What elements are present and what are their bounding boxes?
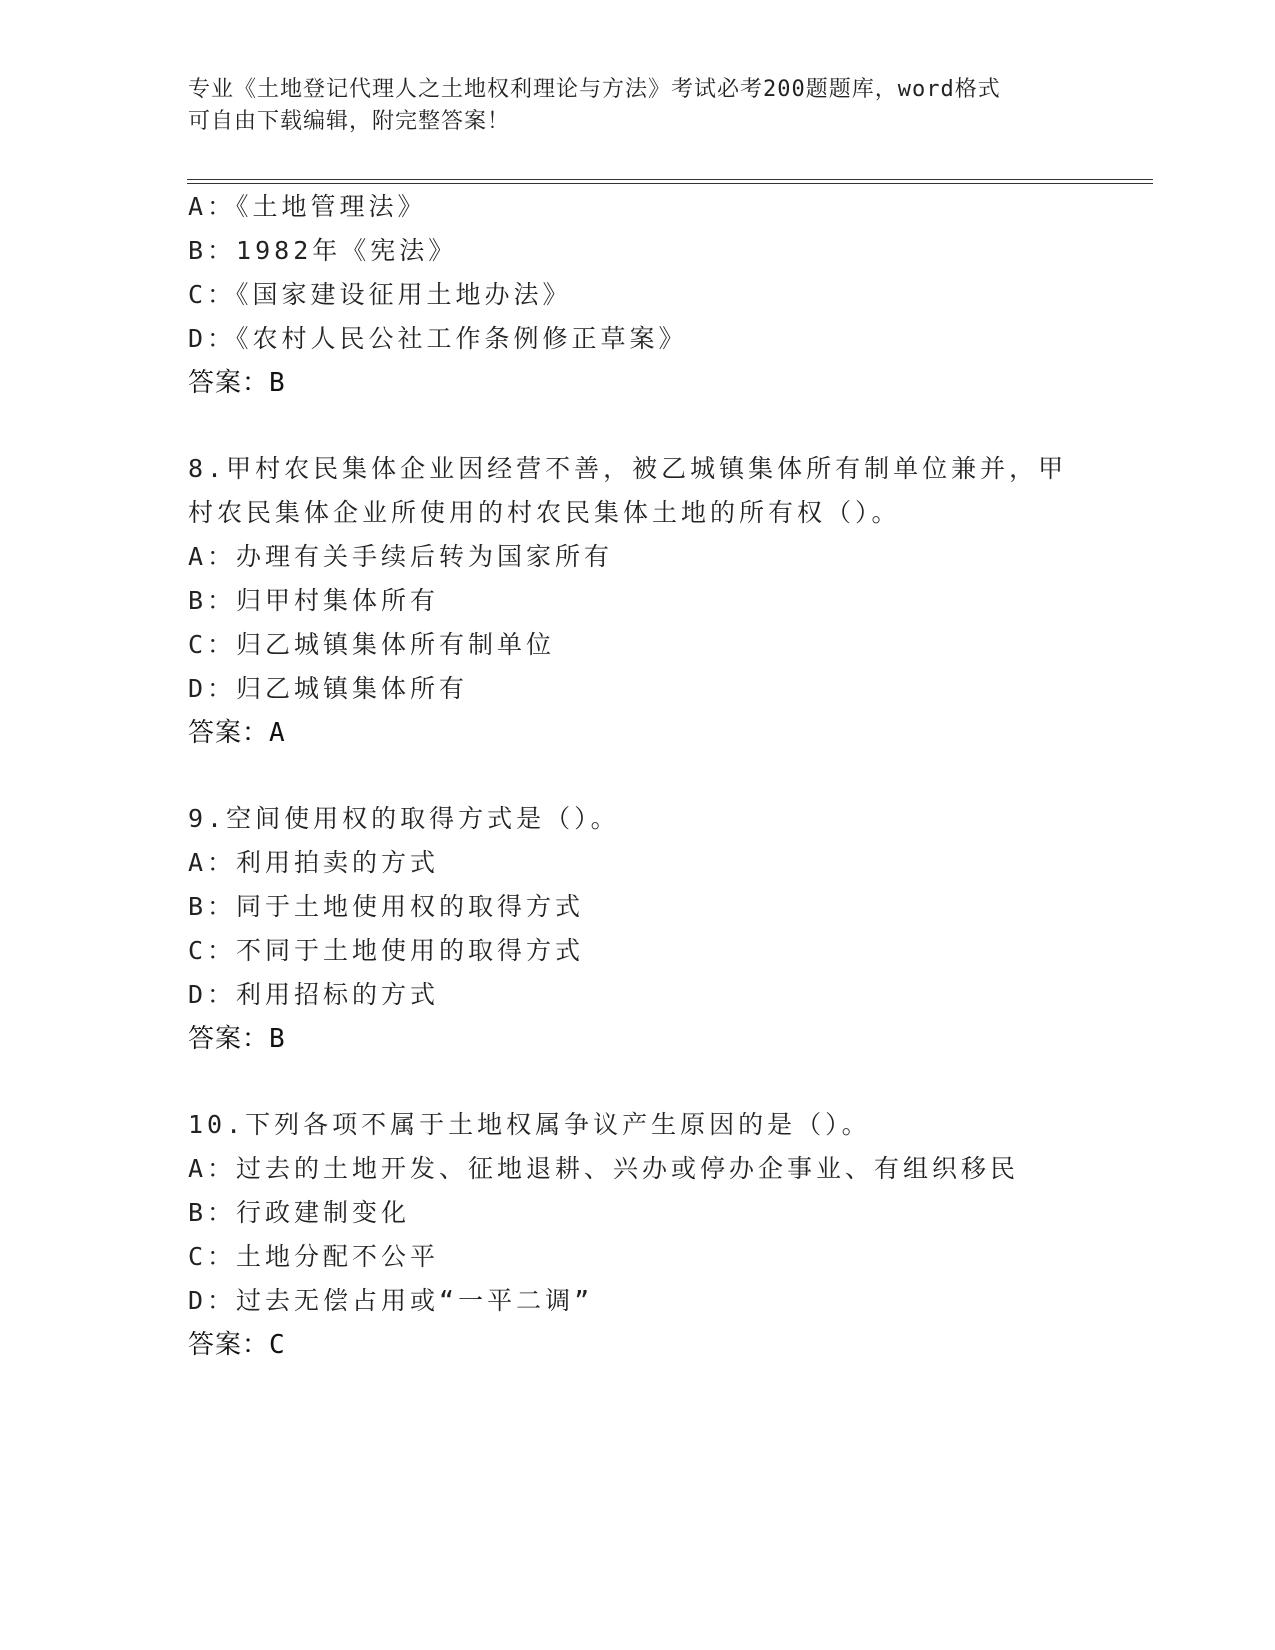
q8-option-d: D：归乙城镇集体所有 <box>188 674 469 703</box>
q9-option-d: D：利用招标的方式 <box>188 980 440 1009</box>
q7-option-d: D：《农村人民公社工作条例修正草案》 <box>188 324 688 353</box>
q9-option-b: B：同于土地使用权的取得方式 <box>188 892 585 921</box>
header-line-1: 专业《土地登记代理人之土地权利理论与方法》考试必考200题题库，word格式 <box>188 77 1001 102</box>
q8-stem-line-2: 村农民集体企业所使用的村农民集体土地的所有权（）。 <box>188 498 901 527</box>
q7-option-b: B：1982年《宪法》 <box>188 236 458 265</box>
q8-option-a: A：办理有关手续后转为国家所有 <box>188 542 614 571</box>
answer-label: 答案： <box>188 368 270 398</box>
q10-option-c: C：土地分配不公平 <box>188 1242 440 1271</box>
q10-option-a: A：过去的土地开发、征地退耕、兴办或停办企事业、有组织移民 <box>188 1154 1020 1183</box>
q10-option-b: B：行政建制变化 <box>188 1198 411 1227</box>
q10-option-d: D：过去无偿占用或“一平二调” <box>188 1286 594 1315</box>
q8-answer <box>188 716 285 750</box>
answer-value: C <box>269 1330 285 1360</box>
answer-label: 答案： <box>188 718 270 748</box>
q10-stem-line-1: 10.下列各项不属于土地权属争议产生原因的是（）。 <box>188 1110 871 1139</box>
answer-value: A <box>269 718 285 748</box>
answer-label: 答案： <box>188 1330 270 1360</box>
answer-label: 答案： <box>188 1024 270 1054</box>
q7-answer <box>188 366 285 400</box>
answer-value: B <box>269 368 285 398</box>
q10-answer <box>188 1328 285 1362</box>
q9-option-c: C：不同于土地使用的取得方式 <box>188 936 585 965</box>
q9-stem-line-1: 9.空间使用权的取得方式是（）。 <box>188 804 620 833</box>
q9-option-a: A：利用拍卖的方式 <box>188 848 440 877</box>
header-line-2: 可自由下载编辑，附完整答案！ <box>188 109 511 134</box>
header-divider-bottom <box>187 183 1153 184</box>
q7-option-a: A：《土地管理法》 <box>188 192 427 221</box>
q7-option-c: C：《国家建设征用土地办法》 <box>188 280 572 309</box>
q8-option-b: B：归甲村集体所有 <box>188 586 440 615</box>
header-divider-top <box>187 179 1153 180</box>
answer-value: B <box>269 1024 285 1054</box>
q9-answer <box>188 1022 285 1056</box>
document-header <box>188 74 1088 138</box>
q8-option-c: C：归乙城镇集体所有制单位 <box>188 630 556 659</box>
q8-stem-line-1: 8.甲村农民集体企业因经营不善，被乙城镇集体所有制单位兼并，甲 <box>188 454 1068 483</box>
